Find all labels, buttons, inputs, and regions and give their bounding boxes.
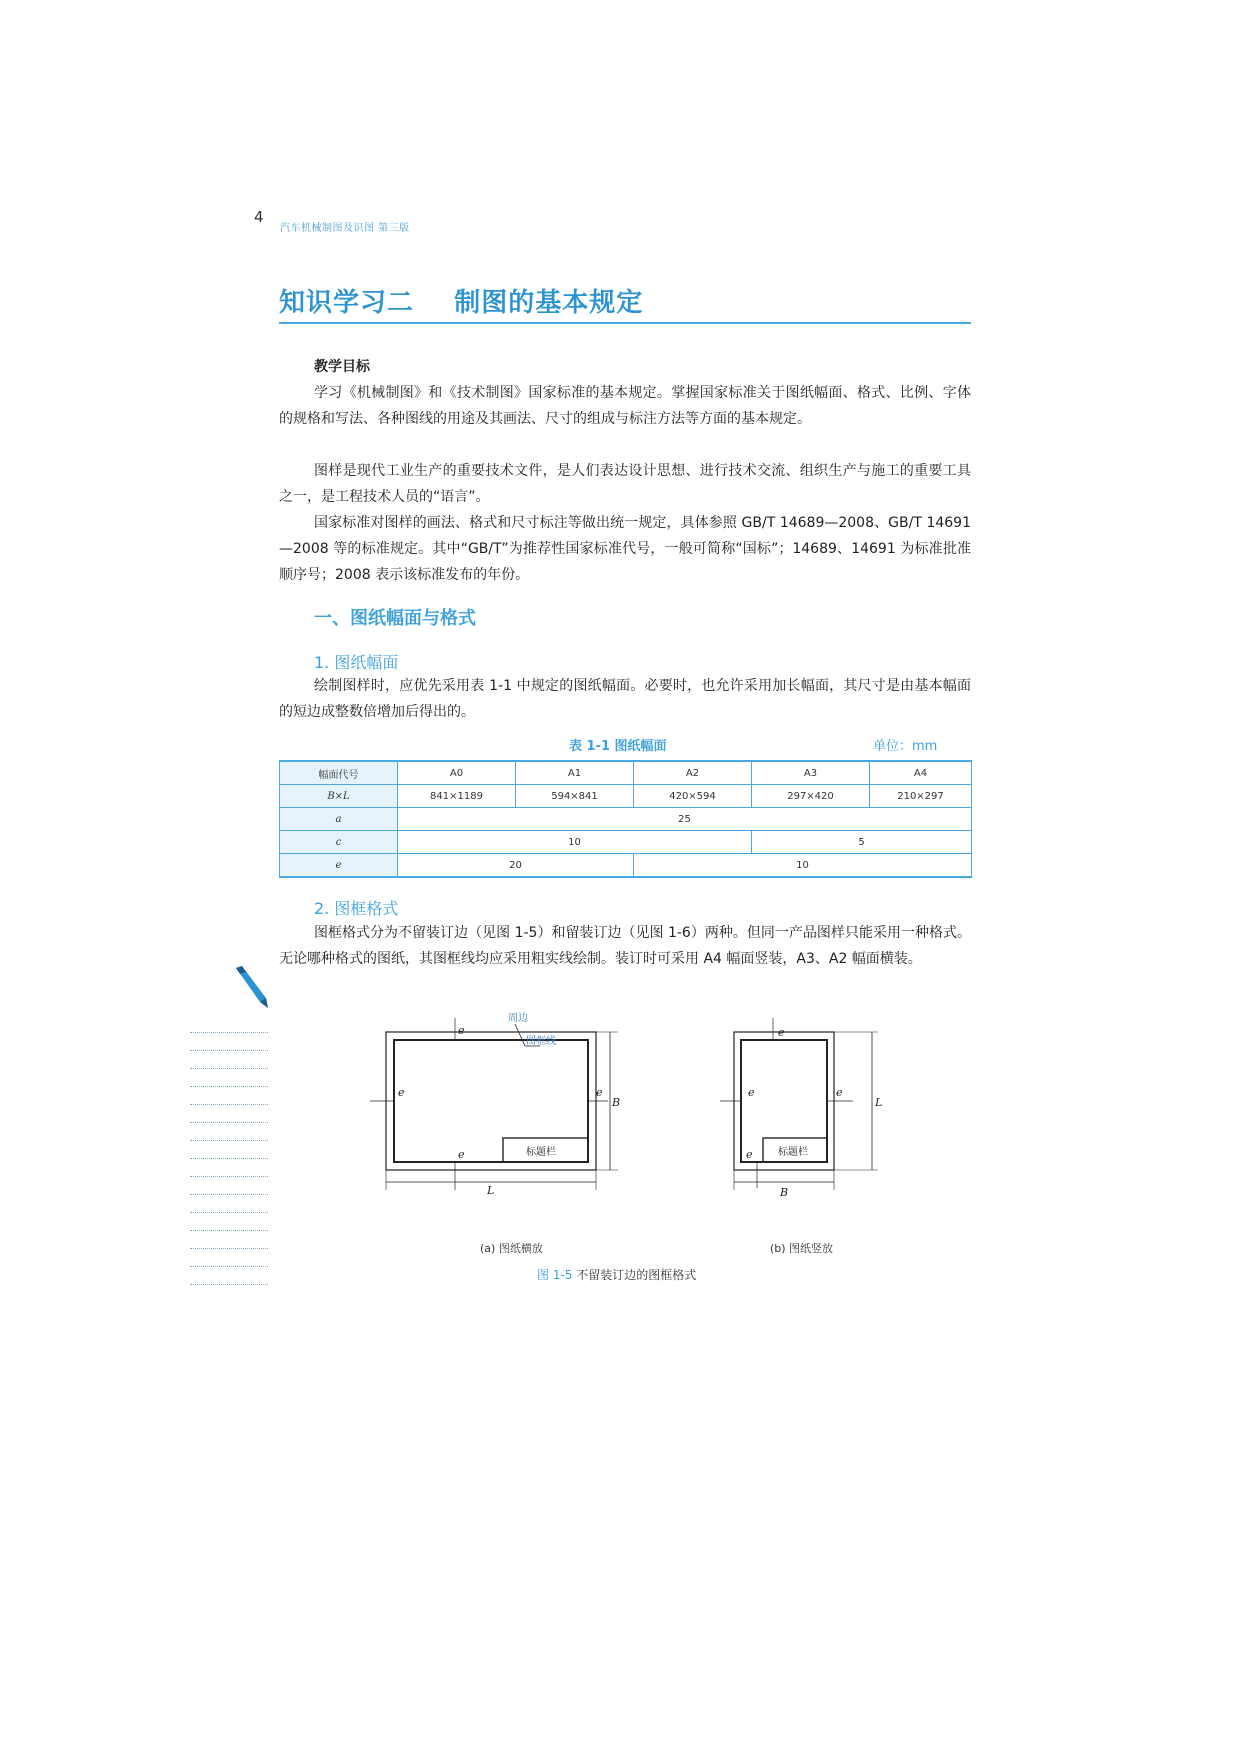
table-cell: 594×841 [516, 785, 634, 808]
table-cell: A1 [516, 761, 634, 785]
table-caption: 表 1-1 图纸幅面 [569, 739, 667, 754]
table-cell: 420×594 [634, 785, 752, 808]
table-cell: 841×1189 [398, 785, 516, 808]
dim-e-label: e [836, 1086, 843, 1099]
dim-L-label: L [875, 1096, 883, 1109]
goals-text: 学习《机械制图》和《技术制图》国家标准的基本规定。掌握国家标准关于图纸幅面、格式、比例、字体的规格和写法、各种图线的用途及其画法、尺寸的组成与标注方法等方面的基本规定。 [279, 385, 971, 427]
dim-e-label: e [748, 1086, 755, 1099]
dim-B-label: B [780, 1186, 789, 1199]
table-row [280, 808, 972, 831]
figure-caption-number: 图 1-5 [537, 1268, 573, 1282]
table-row [280, 761, 972, 785]
table-cell: 210×297 [870, 785, 972, 808]
paper-size-table [279, 760, 972, 878]
dim-L-label: L [487, 1184, 495, 1197]
dim-e-label: e [458, 1024, 465, 1037]
table-row-header: e [280, 854, 398, 878]
margin-note-lines [190, 1032, 268, 1302]
figure-sub-a: (a) 图纸横放 [480, 1242, 543, 1255]
table-unit: 单位：mm [873, 739, 938, 754]
figure-portrait-drawing [718, 1012, 888, 1222]
table-row [280, 831, 972, 854]
table-row-header: a [280, 808, 398, 831]
figure-caption-text: 不留装订边的图框格式 [576, 1268, 697, 1282]
table-cell: 297×420 [752, 785, 870, 808]
subsection-2-text: 图框格式分为不留装订边（见图 1-5）和留装订边（见图 1-6）两种。但同一产品图样只能采用一种格式。无论哪种格式的图纸，其图框线均应采用粗实线绘制。装订时可采用 A4 幅面竖装，A3、A2 幅面横装。 [279, 925, 971, 967]
subsection-1-text: 绘制图样时，应优先采用表 1-1 中规定的图纸幅面。必要时，也允许采用加长幅面，其尺寸是由基本幅面的短边成整数倍增加后得出的。 [279, 678, 971, 720]
paragraph-2: 国家标准对图样的画法、格式和尺寸标注等做出统一规定，具体参照 GB/T 14689—2008、GB/T 14691—2008 等的标准规定。其中“GB/T”为推荐性国家标准代号，一般可简称“国标”；14689、14691 为标准批准顺序号；2008 表示该标准发布的年份。 [279, 515, 971, 583]
pen-icon [232, 964, 272, 1014]
table-cell: 20 [398, 854, 634, 878]
table-row-header: B×L [280, 785, 398, 808]
label-titleblock: 标题栏 [778, 1147, 808, 1158]
title-rule [279, 322, 971, 324]
table-cell: 25 [398, 808, 972, 831]
page-number: 4 [254, 208, 264, 226]
running-title: 汽车机械制图及识图 第三版 [280, 223, 410, 234]
dim-e-label: e [596, 1086, 603, 1099]
subsection-1-heading: 1. 图纸幅面 [314, 653, 399, 672]
figure-sub-b: (b) 图纸竖放 [770, 1242, 834, 1255]
dim-e-label: e [778, 1026, 785, 1039]
table-cell: A4 [870, 761, 972, 785]
goals-heading: 教学目标 [314, 359, 370, 375]
paragraph-1: 图样是现代工业生产的重要技术文件，是人们表达设计思想、进行技术交流、组织生产与施工的重要工具之一，是工程技术人员的“语言”。 [279, 463, 971, 505]
figure-landscape-drawing [368, 1012, 638, 1222]
table-row-header: 幅面代号 [280, 761, 398, 785]
table-row [280, 854, 972, 878]
dim-B-label: B [612, 1096, 621, 1109]
table-cell: A3 [752, 761, 870, 785]
section-heading: 一、图纸幅面与格式 [314, 608, 476, 629]
dim-e-label: e [458, 1148, 465, 1161]
chapter-title: 知识学习二 制图的基本规定 [279, 288, 644, 318]
table-cell: 10 [634, 854, 972, 878]
figure-caption [537, 1266, 696, 1283]
dim-e-label: e [398, 1086, 405, 1099]
label-frame: 图框线 [526, 1036, 556, 1047]
label-titleblock: 标题栏 [526, 1147, 556, 1158]
subsection-2-heading: 2. 图框格式 [314, 899, 399, 918]
table-cell: 10 [398, 831, 752, 854]
table-cell: A0 [398, 761, 516, 785]
table-cell: A2 [634, 761, 752, 785]
table-cell: 5 [752, 831, 972, 854]
dim-e-label: e [746, 1148, 753, 1161]
table-row [280, 785, 972, 808]
table-row-header: c [280, 831, 398, 854]
label-edge: 周边 [508, 1013, 528, 1024]
